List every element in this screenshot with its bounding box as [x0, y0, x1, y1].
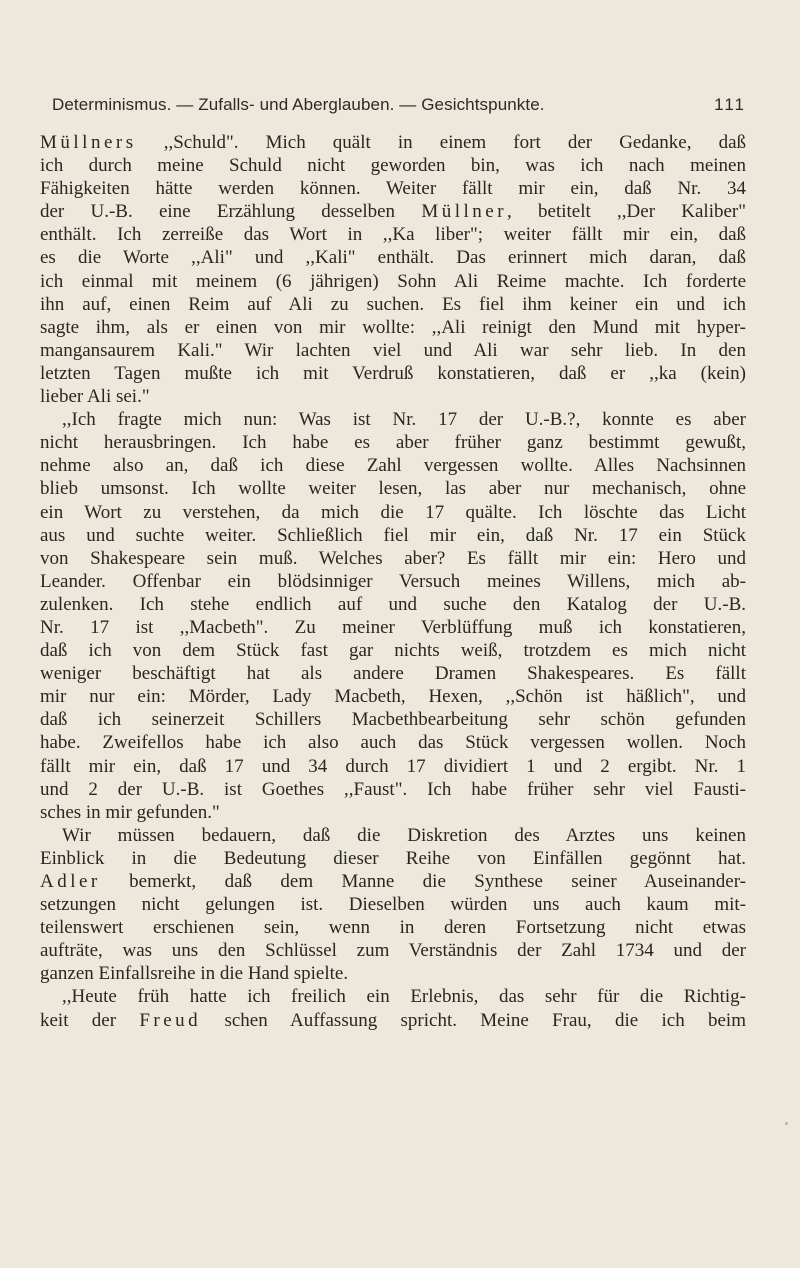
text-run: mir nur ein: Mörder, Lady Macbeth, Hexen, ,,Schön ist häßlich", und: [40, 686, 746, 708]
text-run: daß ich seinerzeit Schillers Macbethbearbeitung sehr schön gefunden: [40, 709, 746, 731]
text-run: letzten Tagen mußte ich mit Verdruß konstatieren, daß er ,,ka (kein): [40, 362, 746, 384]
text-run: weniger beschäftigt hat als andere Dramen Shakespeares. Es fällt: [40, 663, 746, 685]
text-line: [40, 477, 746, 500]
running-head: [52, 95, 746, 123]
spaced-name: Müllners: [40, 132, 137, 153]
text-run: und 2 der U.-B. ist Goethes ,,Faust". Ich habe früher sehr viel Fausti-: [40, 778, 746, 800]
text-run: Leander. Offenbar ein blödsinniger Versuch meines Willens, mich ab-: [40, 570, 746, 592]
text-run: nehme also an, daß ich diese Zahl vergessen wollte. Alles Nachsinnen: [40, 455, 746, 477]
paper-speck: [785, 1122, 788, 1125]
text-run: lieber Ali sei.": [40, 386, 150, 408]
text-line: [40, 570, 746, 593]
text-run: teilenswert erschienen sein, wenn in deren Fortsetzung nicht etwas: [40, 917, 746, 939]
text-line: [40, 547, 746, 570]
text-run: ,,Schuld". Mich quält in einem fort der Gedanke, daß: [136, 132, 746, 153]
text-run: sches in mir gefunden.": [40, 801, 220, 823]
text-run: es die Worte ,,Ali" und ,,Kali" enthält. Das erinnert mich daran, daß: [40, 247, 746, 269]
text-run: aufträte, was uns den Schlüssel zum Verständnis der Zahl 1734 und der: [40, 940, 746, 962]
text-line: [40, 177, 746, 200]
text-run: Einblick in die Bedeutung dieser Reihe von Einfällen gegönnt hat.: [40, 847, 746, 869]
text-line: [40, 801, 746, 824]
text-line: [40, 939, 746, 962]
text-line: [40, 1009, 746, 1032]
spaced-name: Adler: [40, 871, 101, 892]
text-run: blieb umsonst. Ich wollte weiter lesen, las aber nur mechanisch, ohne: [40, 478, 746, 500]
text-run: enthält. Ich zerreiße das Wort in ,,Ka liber"; weiter fällt mir ein, daß: [40, 224, 746, 246]
text-run: Nr. 17 ist ,,Macbeth". Zu meiner Verblüffung muß ich konstatieren,: [40, 616, 746, 638]
page-number: 111: [714, 95, 746, 114]
text-run: ich einmal mit meinem (6 jährigen) Sohn Ali Reime machte. Ich forderte: [40, 270, 746, 292]
text-line: [40, 454, 746, 477]
text-line: [40, 408, 746, 431]
text-run: der U.-B. eine Erzählung desselben: [40, 201, 422, 223]
text-run: aus und suchte weiter. Schließlich fiel mir ein, daß Nr. 17 ein Stück: [40, 524, 746, 546]
text-run: schen Auffassung spricht. Meine Frau, die ich beim: [201, 1009, 746, 1031]
text-run: sagte ihm, als er einen von mir wollte: ,,Ali reinigt den Mund mit hyper-: [40, 316, 746, 338]
text-line: [40, 616, 746, 639]
text-run: , betitelt ,,Der Kaliber": [507, 201, 746, 223]
text-line: [40, 293, 746, 316]
text-line: [40, 246, 746, 269]
running-head-title: Determinismus. — Zufalls- und Aberglauben. — Gesichtspunkte.: [52, 95, 545, 114]
text-line: [40, 524, 746, 547]
text-run: ein Wort zu verstehen, da mich die 17 quälte. Ich löschte das Licht: [40, 501, 746, 523]
text-line: [40, 731, 746, 754]
text-line: [40, 131, 746, 154]
text-run: von Shakespeare sein muß. Welches aber? Es fällt mir ein: Hero und: [40, 547, 746, 569]
text-line: [40, 593, 746, 616]
text-line: [40, 339, 746, 362]
text-line: [40, 985, 746, 1008]
text-line: [40, 385, 746, 408]
text-line: [40, 893, 746, 916]
text-line: [40, 270, 746, 293]
text-run: ich durch meine Schuld nicht geworden bin, was ich nach meinen: [40, 155, 746, 177]
text-line: [40, 685, 746, 708]
text-run: daß ich von dem Stück fast gar nichts weiß, trotzdem es mich nicht: [40, 640, 746, 662]
text-line: [40, 362, 746, 385]
text-run: setzungen nicht gelungen ist. Dieselben würden uns auch kaum mit-: [40, 894, 746, 916]
text-line: [40, 778, 746, 801]
text-run: ihn auf, einen Reim auf Ali zu suchen. Es fiel ihm keiner ein und ich: [40, 293, 746, 315]
text-line: [40, 962, 746, 985]
body-text: [40, 131, 746, 1032]
text-run: Fähigkeiten hätte werden können. Weiter fällt mir ein, daß Nr. 34: [40, 178, 746, 200]
text-run: mangansaurem Kali." Wir lachten viel und Ali war sehr lieb. In den: [40, 339, 746, 361]
text-run: habe. Zweifellos habe ich also auch das Stück vergessen wollen. Noch: [40, 732, 746, 754]
text-line: [40, 154, 746, 177]
text-line: [40, 870, 746, 893]
text-line: [40, 431, 746, 454]
text-line: [40, 223, 746, 246]
text-line: [40, 708, 746, 731]
text-run: ganzen Einfallsreihe in die Hand spielte.: [40, 963, 349, 985]
text-run: keit der: [40, 1009, 140, 1031]
text-line: [40, 662, 746, 685]
text-line: [40, 200, 746, 223]
text-run: bemerkt, daß dem Manne die Synthese seiner Auseinander-: [100, 871, 746, 892]
text-run: Wir müssen bedauern, daß die Diskretion des Arztes uns keinen: [62, 824, 746, 846]
spaced-name: Müllner: [421, 201, 508, 223]
text-line: [40, 824, 746, 847]
text-run: zulenken. Ich stehe endlich auf und suche den Katalog der U.-B.: [40, 593, 746, 615]
text-line: [40, 916, 746, 939]
text-line: [40, 501, 746, 524]
text-run: ,,Heute früh hatte ich freilich ein Erlebnis, das sehr für die Richtig-: [62, 986, 746, 1008]
text-run: fällt mir ein, daß 17 und 34 durch 17 dividiert 1 und 2 ergibt. Nr. 1: [40, 755, 746, 777]
text-run: nicht herausbringen. Ich habe es aber früher ganz bestimmt gewußt,: [40, 432, 746, 454]
spaced-name: Freud: [139, 1009, 202, 1031]
text-line: [40, 639, 746, 662]
book-page: [40, 0, 746, 1268]
text-run: ,,Ich fragte mich nun: Was ist Nr. 17 der U.-B.?, konnte es aber: [62, 409, 746, 431]
text-line: [40, 847, 746, 870]
text-line: [40, 755, 746, 778]
text-line: [40, 316, 746, 339]
